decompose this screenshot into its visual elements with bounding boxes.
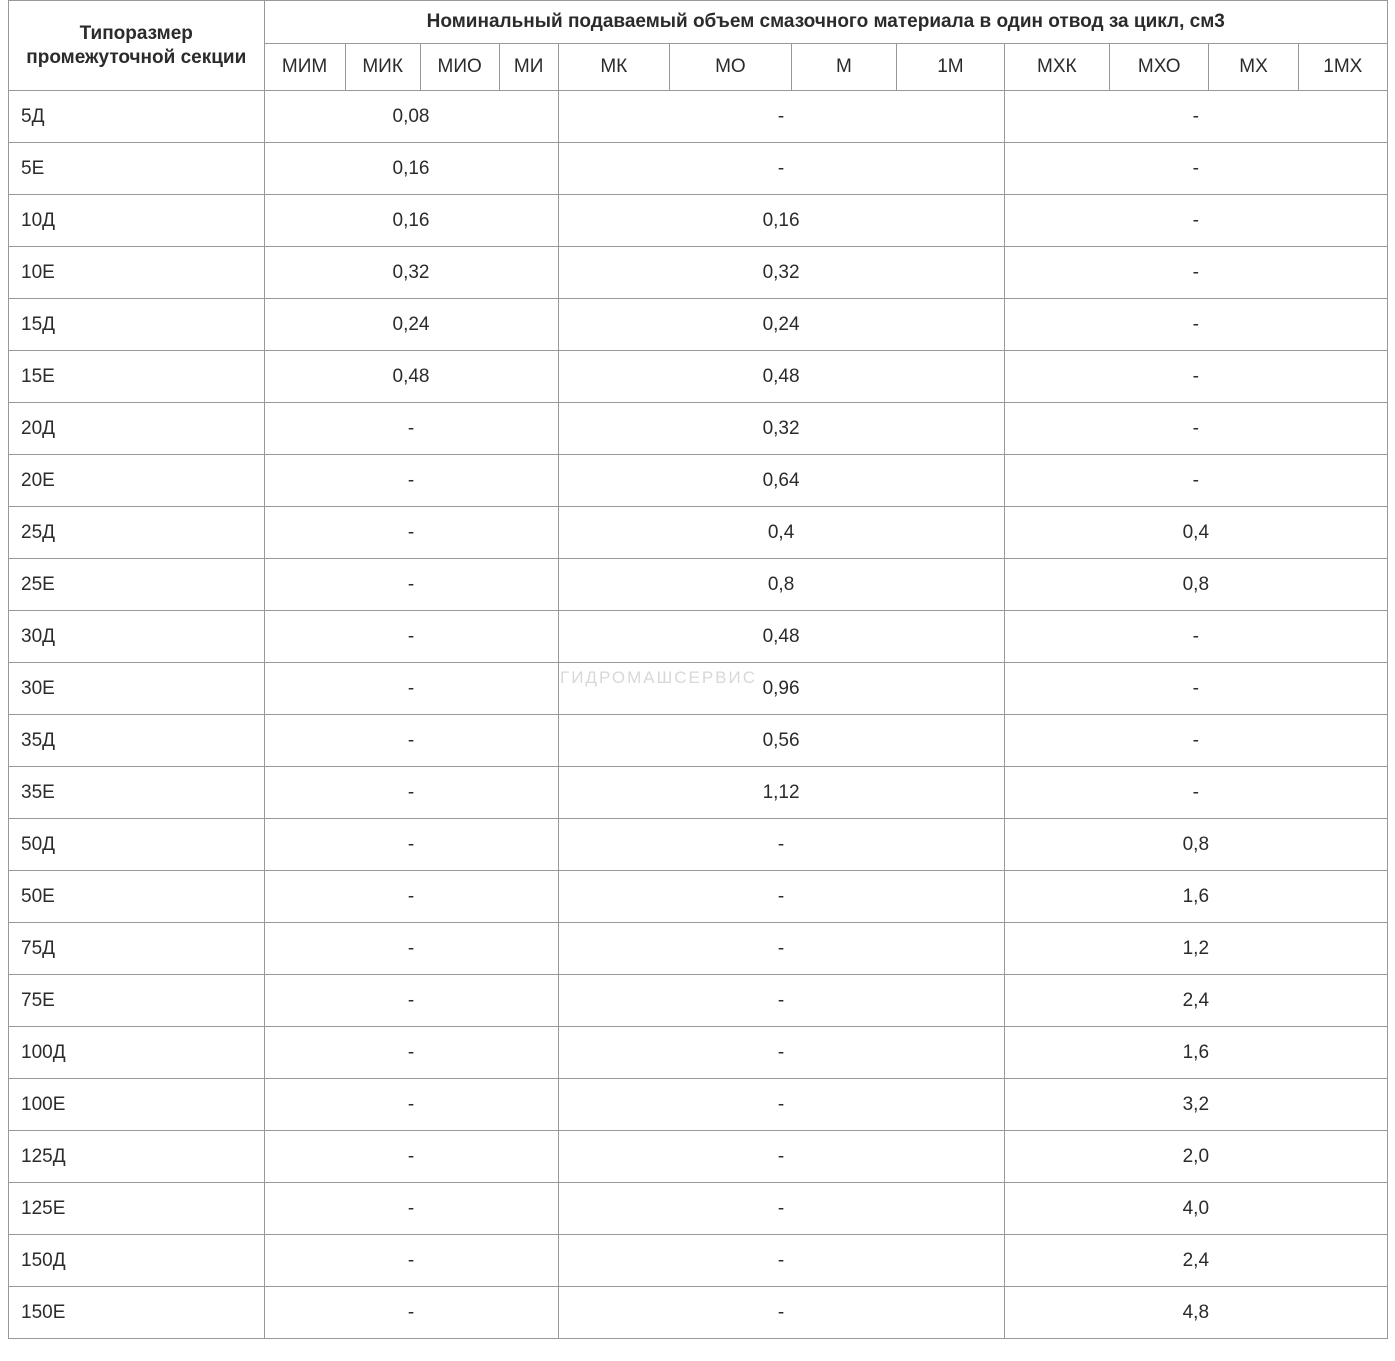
column-header-mx: МХ bbox=[1209, 44, 1298, 91]
cell-group-m: - bbox=[558, 975, 1004, 1027]
row-header-size: 50Д bbox=[9, 819, 265, 871]
row-header-size: 20Д bbox=[9, 403, 265, 455]
lubrication-volume-table bbox=[8, 0, 1388, 1339]
cell-group-mx: 2,4 bbox=[1004, 975, 1387, 1027]
cell-group-mi: 0,16 bbox=[264, 143, 558, 195]
column-header-mk: МК bbox=[558, 44, 670, 91]
cell-group-mx: - bbox=[1004, 715, 1387, 767]
table-row bbox=[9, 767, 1388, 819]
column-header-m: М bbox=[791, 44, 896, 91]
cell-group-mx: 1,2 bbox=[1004, 923, 1387, 975]
cell-group-mi: 0,08 bbox=[264, 91, 558, 143]
cell-group-mi: - bbox=[264, 1235, 558, 1287]
row-header-size: 125Д bbox=[9, 1131, 265, 1183]
cell-group-mx: - bbox=[1004, 403, 1387, 455]
cell-group-mi: - bbox=[264, 1027, 558, 1079]
row-header-size: 5Е bbox=[9, 143, 265, 195]
row-header-size: 10Д bbox=[9, 195, 265, 247]
table-body bbox=[9, 91, 1388, 1339]
cell-group-m: - bbox=[558, 1131, 1004, 1183]
table-row bbox=[9, 247, 1388, 299]
row-header-size: 125Е bbox=[9, 1183, 265, 1235]
cell-group-mi: - bbox=[264, 923, 558, 975]
cell-group-m: 0,32 bbox=[558, 247, 1004, 299]
table-row bbox=[9, 299, 1388, 351]
cell-group-mx: 4,0 bbox=[1004, 1183, 1387, 1235]
cell-group-mx: 0,4 bbox=[1004, 507, 1387, 559]
table-row bbox=[9, 455, 1388, 507]
table-row bbox=[9, 871, 1388, 923]
cell-group-m: - bbox=[558, 1287, 1004, 1339]
table-row bbox=[9, 1287, 1388, 1339]
cell-group-mi: - bbox=[264, 975, 558, 1027]
column-header-mo: МО bbox=[670, 44, 792, 91]
cell-group-mi: - bbox=[264, 819, 558, 871]
cell-group-m: - bbox=[558, 1079, 1004, 1131]
table-row bbox=[9, 611, 1388, 663]
table-row bbox=[9, 403, 1388, 455]
cell-group-m: 0,64 bbox=[558, 455, 1004, 507]
row-header-size: 50Е bbox=[9, 871, 265, 923]
watermark-text: ГИДРОМАШСЕРВИС bbox=[560, 668, 757, 687]
cell-group-mi: - bbox=[264, 1183, 558, 1235]
cell-group-mx: - bbox=[1004, 299, 1387, 351]
table-row bbox=[9, 715, 1388, 767]
corner-header: Типоразмер промежуточной секции bbox=[9, 1, 265, 91]
group-header: Номинальный подаваемый объем смазочного материала в один отвод за цикл, см3 bbox=[264, 1, 1388, 44]
cell-group-mx: 3,2 bbox=[1004, 1079, 1387, 1131]
table-row bbox=[9, 923, 1388, 975]
cell-group-mi: - bbox=[264, 1287, 558, 1339]
cell-group-mx: 2,4 bbox=[1004, 1235, 1387, 1287]
row-header-size: 100Е bbox=[9, 1079, 265, 1131]
row-header-size: 30Е bbox=[9, 663, 265, 715]
column-header-1mx: 1МХ bbox=[1298, 44, 1387, 91]
column-header-mi: МИ bbox=[499, 44, 558, 91]
table-row bbox=[9, 663, 1388, 715]
cell-group-m: 0,16 bbox=[558, 195, 1004, 247]
cell-group-mx: 1,6 bbox=[1004, 1027, 1387, 1079]
cell-group-mx: - bbox=[1004, 195, 1387, 247]
row-header-size: 30Д bbox=[9, 611, 265, 663]
cell-group-mi: - bbox=[264, 559, 558, 611]
cell-group-m: 0,56 bbox=[558, 715, 1004, 767]
table-row bbox=[9, 1131, 1388, 1183]
row-header-size: 35Д bbox=[9, 715, 265, 767]
table-row bbox=[9, 1235, 1388, 1287]
cell-group-mx: 0,8 bbox=[1004, 559, 1387, 611]
cell-group-mx: - bbox=[1004, 663, 1387, 715]
row-header-size: 35Е bbox=[9, 767, 265, 819]
cell-group-mi: 0,32 bbox=[264, 247, 558, 299]
cell-group-mi: - bbox=[264, 1079, 558, 1131]
row-header-size: 10Е bbox=[9, 247, 265, 299]
table-row bbox=[9, 91, 1388, 143]
column-header-mik: МИК bbox=[345, 44, 420, 91]
cell-group-mx: 0,8 bbox=[1004, 819, 1387, 871]
cell-group-mi: - bbox=[264, 1131, 558, 1183]
row-header-size: 150Д bbox=[9, 1235, 265, 1287]
cell-group-mi: - bbox=[264, 767, 558, 819]
table-row bbox=[9, 819, 1388, 871]
cell-group-mi: - bbox=[264, 663, 558, 715]
row-header-size: 15Д bbox=[9, 299, 265, 351]
cell-group-mi: - bbox=[264, 455, 558, 507]
row-header-size: 100Д bbox=[9, 1027, 265, 1079]
cell-group-m: 0,32 bbox=[558, 403, 1004, 455]
table-row bbox=[9, 351, 1388, 403]
row-header-size: 75Е bbox=[9, 975, 265, 1027]
header-row-top bbox=[9, 1, 1388, 44]
cell-group-m: 0,8 bbox=[558, 559, 1004, 611]
cell-group-mi: - bbox=[264, 403, 558, 455]
cell-group-mx: - bbox=[1004, 91, 1387, 143]
table-row bbox=[9, 975, 1388, 1027]
column-header-mio: МИО bbox=[420, 44, 499, 91]
cell-group-m: 0,24 bbox=[558, 299, 1004, 351]
cell-group-mx: 4,8 bbox=[1004, 1287, 1387, 1339]
cell-group-m: - bbox=[558, 871, 1004, 923]
cell-group-mx: - bbox=[1004, 767, 1387, 819]
row-header-size: 15Е bbox=[9, 351, 265, 403]
column-header-mxo: МХО bbox=[1110, 44, 1209, 91]
table-row bbox=[9, 1079, 1388, 1131]
cell-group-m: - bbox=[558, 143, 1004, 195]
cell-group-m: 0,4 bbox=[558, 507, 1004, 559]
row-header-size: 25Д bbox=[9, 507, 265, 559]
cell-group-m: 0,48 bbox=[558, 611, 1004, 663]
cell-group-m: - bbox=[558, 1235, 1004, 1287]
cell-group-mi: - bbox=[264, 507, 558, 559]
cell-group-m: - bbox=[558, 819, 1004, 871]
cell-group-mi: 0,48 bbox=[264, 351, 558, 403]
table-row bbox=[9, 143, 1388, 195]
cell-group-mx: 2,0 bbox=[1004, 1131, 1387, 1183]
cell-group-m: - bbox=[558, 91, 1004, 143]
cell-group-mx: - bbox=[1004, 351, 1387, 403]
table-row bbox=[9, 1183, 1388, 1235]
cell-group-mi: - bbox=[264, 871, 558, 923]
table-row bbox=[9, 559, 1388, 611]
table-header bbox=[9, 1, 1388, 91]
table-row bbox=[9, 1027, 1388, 1079]
row-header-size: 150Е bbox=[9, 1287, 265, 1339]
cell-group-mx: 1,6 bbox=[1004, 871, 1387, 923]
row-header-size: 20Е bbox=[9, 455, 265, 507]
table-row bbox=[9, 507, 1388, 559]
cell-group-m: - bbox=[558, 1027, 1004, 1079]
cell-group-m: - bbox=[558, 923, 1004, 975]
cell-group-m: 1,12 bbox=[558, 767, 1004, 819]
cell-group-m: 0,48 bbox=[558, 351, 1004, 403]
column-header-mim: МИМ bbox=[264, 44, 345, 91]
cell-group-mi: - bbox=[264, 611, 558, 663]
cell-group-mx: - bbox=[1004, 143, 1387, 195]
cell-group-mi: 0,24 bbox=[264, 299, 558, 351]
cell-group-mx: - bbox=[1004, 247, 1387, 299]
row-header-size: 75Д bbox=[9, 923, 265, 975]
row-header-size: 25Е bbox=[9, 559, 265, 611]
column-header-mxk: МХК bbox=[1004, 44, 1109, 91]
table-row bbox=[9, 195, 1388, 247]
cell-group-mi: - bbox=[264, 715, 558, 767]
column-header-1m: 1М bbox=[897, 44, 1004, 91]
cell-group-mi: 0,16 bbox=[264, 195, 558, 247]
cell-group-m: 0,96 bbox=[558, 663, 1004, 715]
row-header-size: 5Д bbox=[9, 91, 265, 143]
cell-group-mx: - bbox=[1004, 611, 1387, 663]
cell-group-mx: - bbox=[1004, 455, 1387, 507]
cell-group-m: - bbox=[558, 1183, 1004, 1235]
